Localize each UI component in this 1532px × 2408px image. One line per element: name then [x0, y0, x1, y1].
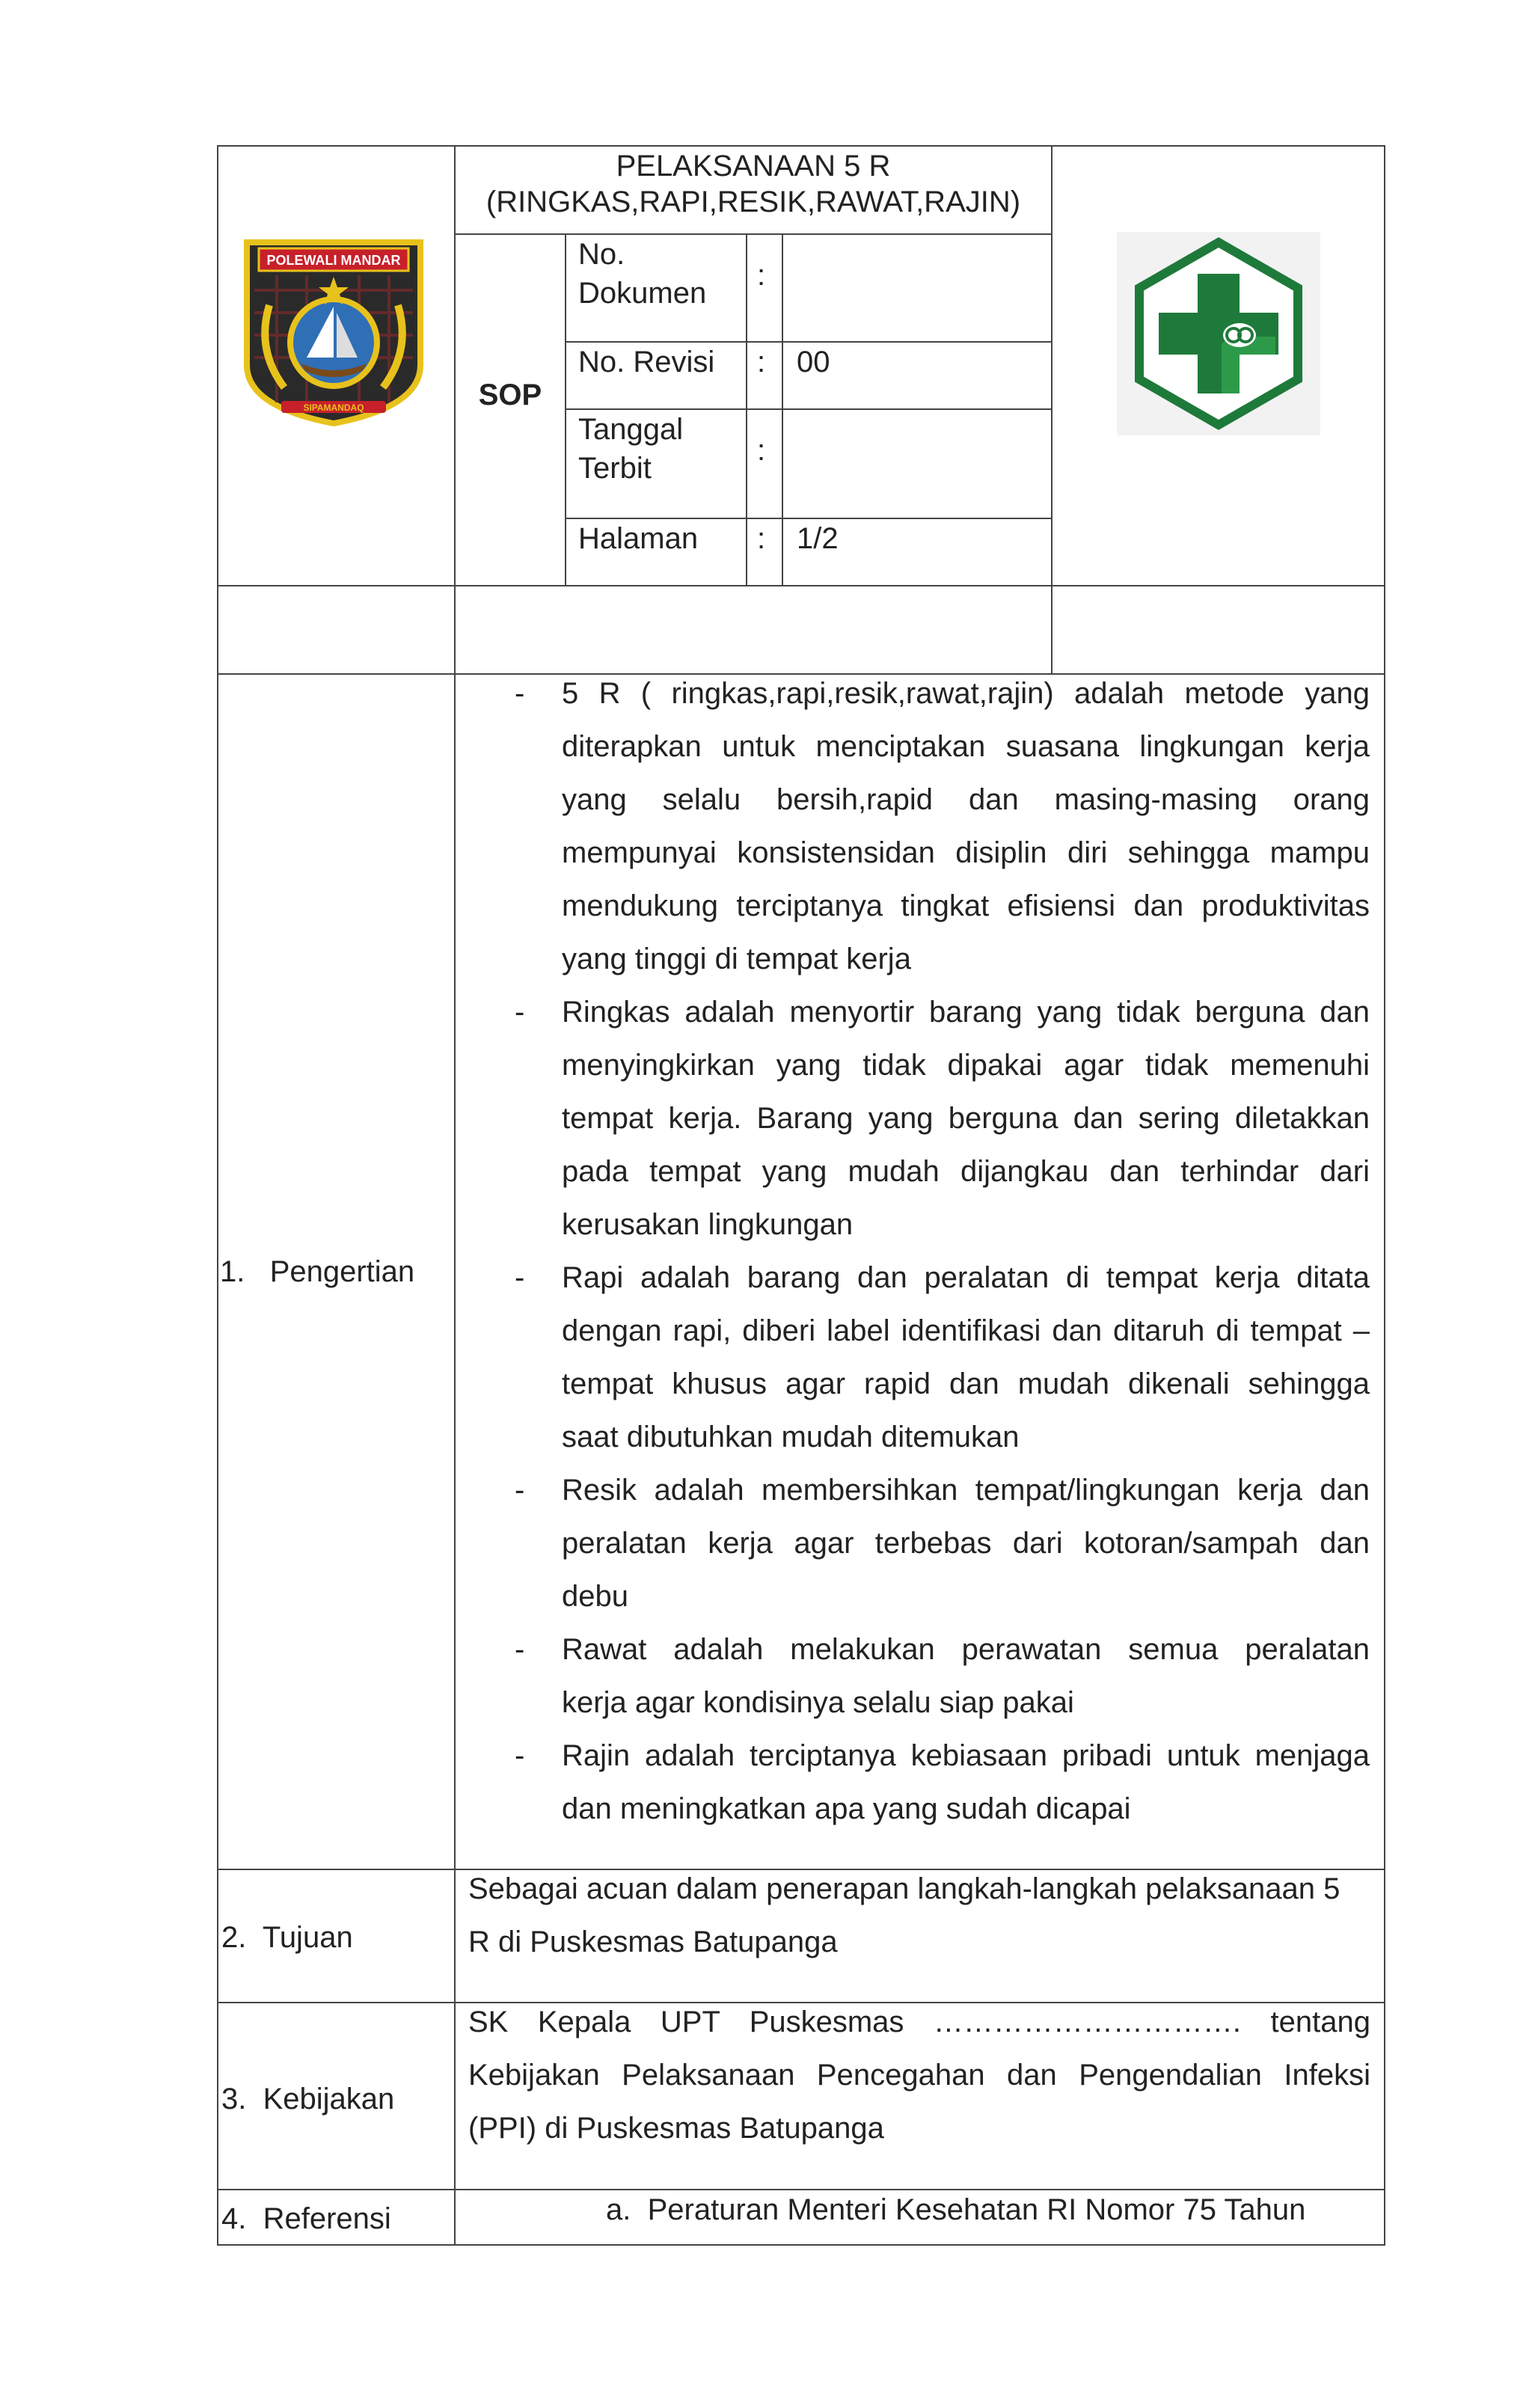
- pengertian-item-line: yang selalu bersih,rapid dan masing-masing orang: [562, 783, 1370, 816]
- bullet-dash: -: [515, 1474, 525, 1507]
- pengertian-item-line: dan meningkatkan apa yang sudah dicapai: [562, 1792, 1131, 1825]
- pengertian-item-line: Ringkas adalah menyortir barang yang tidak berguna dan: [562, 996, 1370, 1029]
- title-line-1: PELAKSANAAN 5 R: [616, 150, 891, 183]
- pengertian-item-line: tempat khusus agar rapid dan mudah dikenali sehingga: [562, 1367, 1370, 1400]
- pengertian-item-line: kerja agar kondisinya selalu siap pakai: [562, 1686, 1074, 1719]
- tujuan-line-2: R di Puskesmas Batupanga: [468, 1926, 838, 1958]
- bullet-dash: -: [515, 1261, 525, 1294]
- pengertian-item-line: Rajin adalah terciptanya kebiasaan pribadi untuk menjaga: [562, 1739, 1370, 1772]
- pengertian-item-line: tempat kerja. Barang yang berguna dan sering diletakkan: [562, 1102, 1370, 1135]
- bullet-dash: -: [515, 1633, 525, 1666]
- pengertian-item-line: mempunyai konsistensidan disiplin diri sehingga mampu: [562, 836, 1370, 869]
- pengertian-item-line: dengan rapi, diberi label identifikasi dan ditaruh di tempat –: [562, 1314, 1370, 1347]
- grid-line: [217, 2189, 1385, 2190]
- title-line-2: (RINGKAS,RAPI,RESIK,RAWAT,RAJIN): [485, 186, 1021, 218]
- field-value-halaman: 1/2: [797, 522, 839, 555]
- grid-line: [454, 233, 1053, 235]
- pengertian-item-line: diterapkan untuk menciptakan suasana lingkungan kerja: [562, 730, 1370, 763]
- polewali-mandar-emblem-icon: [239, 238, 428, 426]
- field-colon: :: [757, 259, 766, 292]
- emblem-text: POLEWALI MANDAR: [266, 253, 401, 268]
- referensi-item-a: a. Peraturan Menteri Kesehatan RI Nomor 75 Tahun: [606, 2193, 1306, 2226]
- pengertian-item-line: debu: [562, 1580, 628, 1613]
- bullet-dash: -: [515, 677, 525, 710]
- grid-line: [746, 233, 747, 586]
- grid-line: [565, 518, 1053, 519]
- document-title: [456, 148, 1051, 220]
- grid-line: [565, 233, 566, 586]
- section-label-referensi: 4. Referensi: [221, 2202, 391, 2235]
- field-label-tanggal-terbit: Tanggal Terbit: [578, 413, 684, 485]
- field-colon: :: [757, 346, 766, 379]
- section-label-tujuan: 2. Tujuan: [221, 1921, 353, 1954]
- grid-line: [565, 408, 1053, 410]
- pengertian-item-line: 5 R ( ringkas,rapi,resik,rawat,rajin) adalah metode yang: [562, 677, 1370, 710]
- field-label-no-revisi: No. Revisi: [578, 346, 715, 379]
- field-colon: :: [757, 522, 766, 555]
- field-colon: :: [757, 434, 766, 467]
- field-label-no-dokumen: No. Dokumen: [578, 238, 707, 310]
- pengertian-item-line: kerusakan lingkungan: [562, 1208, 854, 1241]
- grid-line: [1051, 145, 1053, 675]
- pengertian-item-line: pada tempat yang mudah dijangkau dan terhindar dari: [562, 1155, 1370, 1188]
- kebijakan-line-1: SK Kepala UPT Puskesmas …………………………. tentang: [468, 2006, 1370, 2038]
- sop-label: SOP: [478, 379, 542, 411]
- section-label-kebijakan: 3. Kebijakan: [221, 2083, 395, 2116]
- tujuan-line-1: Sebagai acuan dalam penerapan langkah-langkah pelaksanaan 5: [468, 1872, 1340, 1905]
- pengertian-item-line: Rapi adalah barang dan peralatan di tempat kerja ditata: [562, 1261, 1370, 1294]
- field-value-no-revisi: 00: [797, 346, 830, 379]
- section-label-pengertian: 1. Pengertian: [220, 1255, 415, 1288]
- puskesmas-logo-icon: [1117, 232, 1320, 435]
- grid-line: [565, 341, 1053, 343]
- kebijakan-line-2: Kebijakan Pelaksanaan Pencegahan dan Pengendalian Infeksi: [468, 2059, 1370, 2092]
- emblem-motto-text: SIPAMANDAQ: [303, 402, 364, 413]
- pengertian-item-line: saat dibutuhkan mudah ditemukan: [562, 1421, 1020, 1453]
- pengertian-item-line: peralatan kerja agar terbebas dari kotoran/sampah dan: [562, 1527, 1370, 1560]
- field-label-halaman: Halaman: [578, 522, 699, 555]
- pengertian-item-line: Rawat adalah melakukan perawatan semua peralatan: [562, 1633, 1370, 1666]
- kebijakan-line-3: (PPI) di Puskesmas Batupanga: [468, 2112, 884, 2145]
- pengertian-item-line: yang tinggi di tempat kerja: [562, 943, 911, 975]
- grid-line: [454, 145, 456, 2246]
- grid-line: [782, 233, 783, 586]
- pengertian-item-line: Resik adalah membersihkan tempat/lingkungan kerja dan: [562, 1474, 1370, 1507]
- bullet-dash: -: [515, 996, 525, 1029]
- pengertian-item-line: menyingkirkan yang tidak dipakai agar tidak memenuhi: [562, 1049, 1370, 1082]
- bullet-dash: -: [515, 1739, 525, 1772]
- grid-line: [217, 585, 1385, 586]
- pengertian-item-line: mendukung terciptanya tingkat efisiensi dan produktivitas: [562, 889, 1370, 922]
